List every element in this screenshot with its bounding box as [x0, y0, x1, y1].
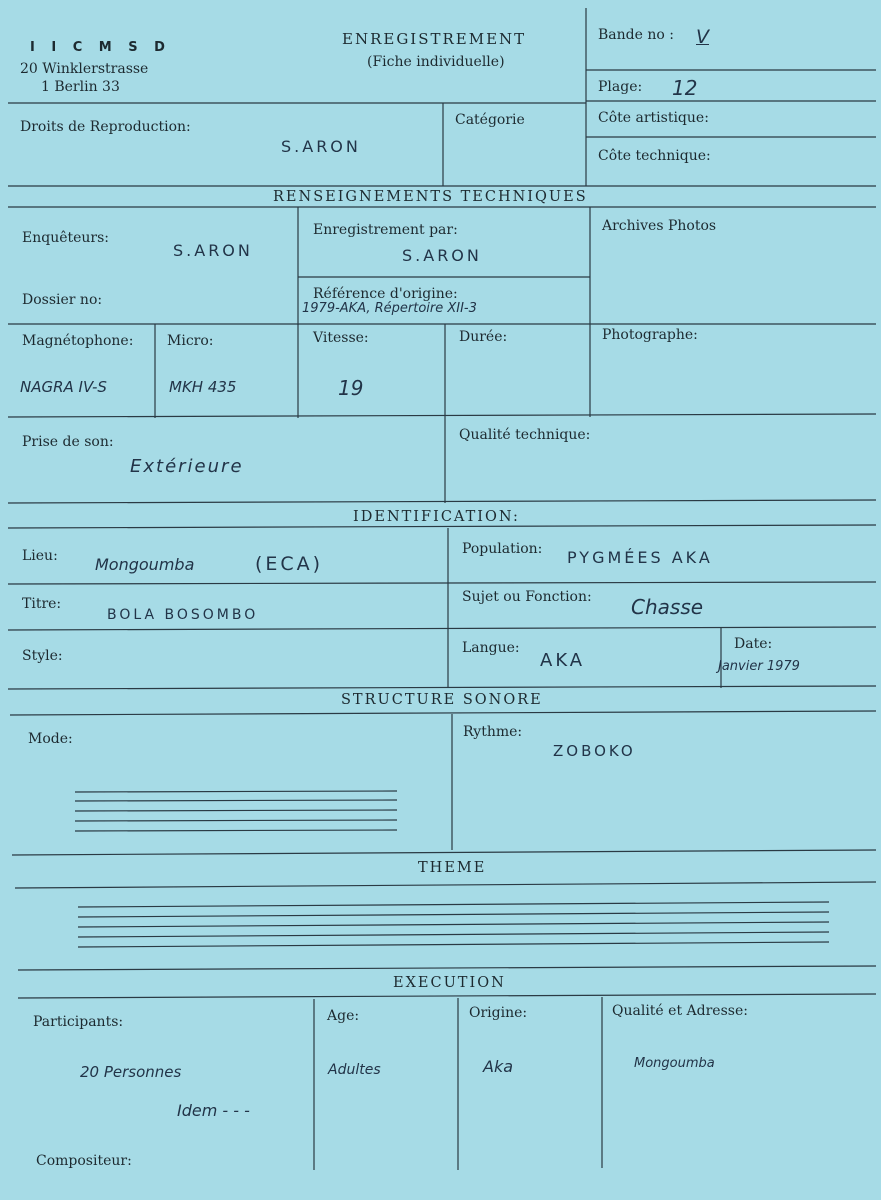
- lieu-value: Mongoumba: [95, 555, 195, 574]
- droits-label: Droits de Reproduction:: [20, 119, 191, 135]
- droits-value: S.ARON: [281, 137, 361, 156]
- technical-heading: RENSEIGNEMENTS TECHNIQUES: [273, 189, 588, 205]
- qualite-adresse-label: Qualité et Adresse:: [612, 1003, 748, 1019]
- population-value: PYGMÉES AKA: [567, 548, 713, 567]
- plage-label: Plage:: [598, 79, 643, 95]
- vitesse-value: 19: [338, 376, 364, 400]
- age-label: Age:: [327, 1008, 360, 1024]
- micro-value: MKH 435: [169, 378, 237, 396]
- langue-label: Langue:: [462, 640, 520, 656]
- structure-heading: STRUCTURE SONORE: [341, 692, 543, 708]
- form-subtitle: (Fiche individuelle): [367, 54, 505, 70]
- rythme-value: ZOBOKO: [553, 742, 636, 760]
- mode-label: Mode:: [28, 731, 73, 747]
- participants-value: 20 Personnes: [80, 1063, 182, 1081]
- duree-label: Durée:: [459, 329, 508, 345]
- titre-value: BOLA BOSOMBO: [107, 607, 259, 623]
- archives-photos-label: Archives Photos: [602, 218, 717, 234]
- age-value: Adultes: [328, 1062, 381, 1078]
- micro-label: Micro:: [167, 333, 214, 349]
- origine-label: Origine:: [469, 1005, 528, 1021]
- photographe-label: Photographe:: [602, 327, 698, 343]
- enqueteurs-label: Enquêteurs:: [22, 230, 110, 246]
- reference-value: 1979-AKA, Répertoire XII-3: [302, 301, 477, 316]
- theme-heading: THEME: [418, 860, 487, 876]
- enqueteurs-value: S.ARON: [173, 241, 253, 260]
- magnetophone-value: NAGRA IV-S: [20, 378, 107, 396]
- date-value: Janvier 1979: [718, 659, 800, 674]
- qualite-technique-label: Qualité technique:: [459, 427, 591, 443]
- style-label: Style:: [22, 648, 63, 664]
- population-label: Population:: [462, 541, 543, 557]
- lieu-extra: (ECA): [255, 553, 324, 575]
- enregistrement-par-value: S.ARON: [402, 246, 482, 265]
- date-label: Date:: [734, 636, 773, 652]
- rythme-label: Rythme:: [463, 724, 523, 740]
- prise-de-son-value: Extérieure: [130, 456, 244, 477]
- lieu-label: Lieu:: [22, 548, 58, 564]
- compositeur-label: Compositeur:: [36, 1153, 132, 1169]
- titre-label: Titre:: [22, 596, 62, 612]
- langue-value: AKA: [540, 650, 586, 671]
- identification-heading: IDENTIFICATION:: [353, 509, 520, 525]
- bande-value: V: [696, 26, 709, 48]
- dossier-label: Dossier no:: [22, 292, 103, 308]
- participants-extra: Idem - - -: [177, 1101, 250, 1120]
- participants-label: Participants:: [33, 1014, 124, 1030]
- origine-value: Aka: [483, 1057, 514, 1076]
- magnetophone-label: Magnétophone:: [22, 333, 134, 349]
- plage-value: 12: [672, 76, 698, 100]
- reference-label: Référence d'origine:: [313, 286, 458, 302]
- cote-artistique-label: Côte artistique:: [598, 110, 709, 126]
- cote-technique-label: Côte technique:: [598, 148, 711, 164]
- bande-label: Bande no :: [598, 27, 674, 43]
- qualite-adresse-value: Mongoumba: [634, 1056, 715, 1071]
- enregistrement-par-label: Enregistrement par:: [313, 222, 458, 238]
- sujet-value: Chasse: [631, 595, 704, 619]
- institute-street: 20 Winklerstrasse: [20, 61, 149, 77]
- institute-name: I I C M S D: [30, 40, 171, 55]
- institute-city: 1 Berlin 33: [41, 79, 120, 95]
- form-title: ENREGISTREMENT: [342, 30, 527, 48]
- vitesse-label: Vitesse:: [313, 330, 369, 346]
- sujet-label: Sujet ou Fonction:: [462, 589, 592, 605]
- execution-heading: EXECUTION: [393, 975, 506, 991]
- prise-de-son-label: Prise de son:: [22, 434, 114, 450]
- categorie-label: Catégorie: [455, 112, 525, 128]
